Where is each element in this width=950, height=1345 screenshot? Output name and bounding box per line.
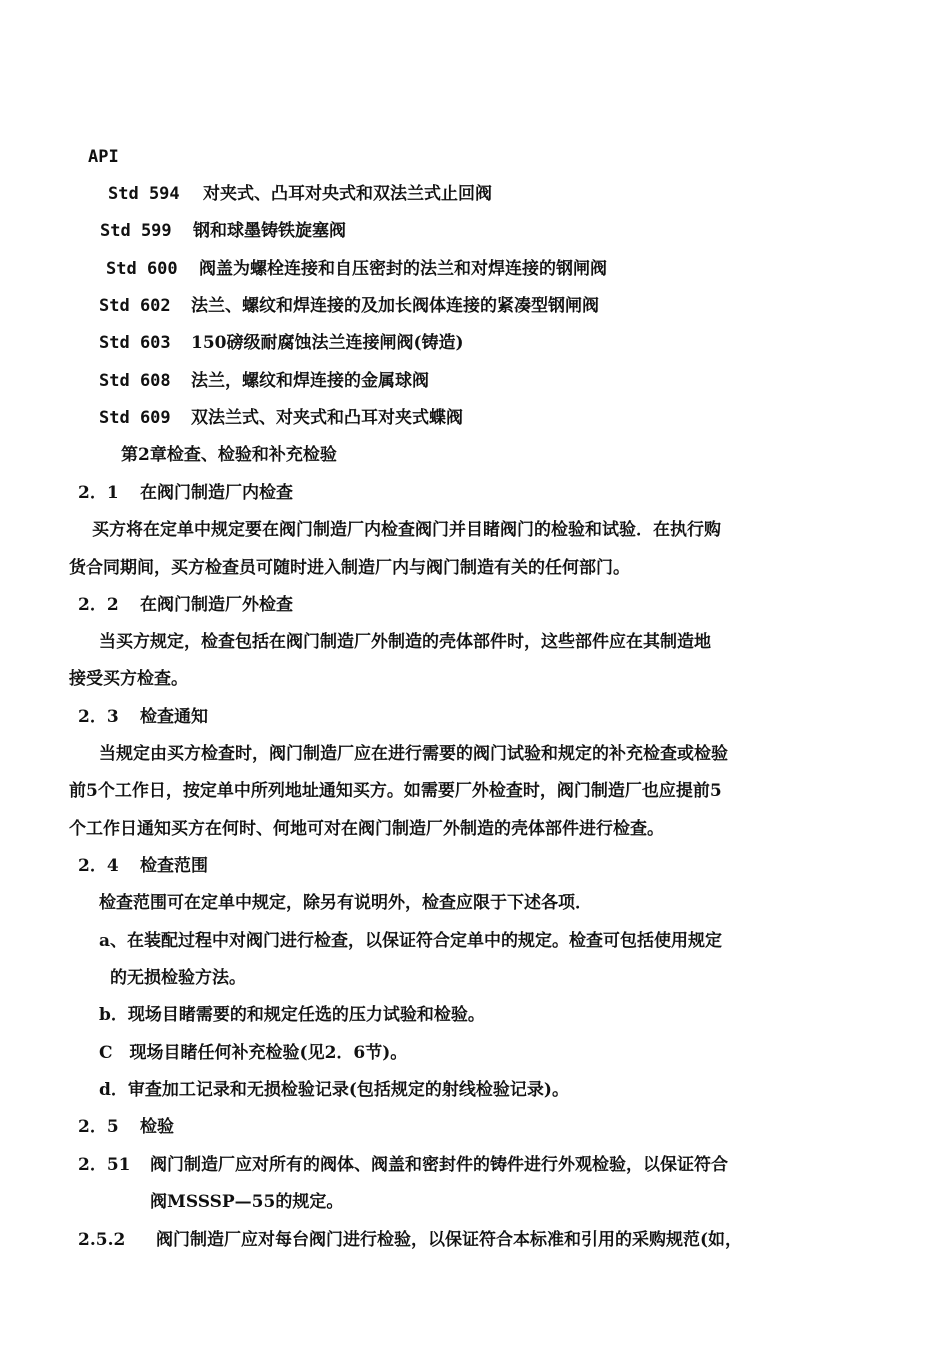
paragraph-line: 当规定由买方检查时，阀门制造厂应在进行需要的阀门试验和规定的补充检查或检验 [99, 744, 728, 764]
section-title: 在阀门制造厂内检查 [140, 483, 293, 503]
standard-code: Std 609 [99, 408, 171, 428]
subsection-line [78, 1154, 728, 1176]
section-heading [78, 1116, 174, 1138]
list-item-a: a、在装配过程中对阀门进行检查，以保证符合定单中的规定。检查可包括使用规定 [99, 931, 723, 951]
section-title: 检查范围 [140, 856, 208, 876]
standard-title: 对夹式、凸耳对央式和双法兰式止回阀 [203, 184, 492, 204]
list-item-a-continued: 的无损检验方法。 [110, 968, 246, 988]
api-header: API [88, 147, 119, 167]
standard-code: Std 599 [100, 221, 172, 241]
standard-title: 法兰、螺纹和焊连接的及加长阀体连接的紧凑型钢闸阀 [191, 296, 599, 316]
paragraph-line: 检查范围可在定单中规定，除另有说明外，检查应限于下述各项． [99, 893, 592, 913]
section-title: 在阀门制造厂外检查 [140, 595, 293, 615]
section-number: 2．5 [78, 1117, 119, 1137]
section-heading [78, 706, 208, 728]
standard-item [99, 295, 599, 317]
paragraph-line: 货合同期间，买方检查员可随时进入制造厂内与阀门制造有关的任何部门。 [69, 558, 630, 578]
section-title: 检验 [140, 1117, 174, 1137]
paragraph-line: 当买方规定，检查包括在阀门制造厂外制造的壳体部件时，这些部件应在其制造地 [99, 632, 711, 652]
section-number: 2．1 [78, 483, 119, 503]
list-item-d: d．审查加工记录和无损检验记录(包括规定的射线检验记录)。 [99, 1080, 569, 1100]
section-heading [78, 594, 293, 616]
standard-item [100, 220, 346, 242]
list-item-b: b．现场目睹需要的和规定任选的压力试验和检验。 [99, 1005, 485, 1025]
section-number: 2．4 [78, 856, 119, 876]
section-number: 2.5.2 [78, 1230, 126, 1250]
section-heading [78, 482, 293, 504]
subsection-line [78, 1229, 742, 1251]
standard-item [99, 407, 463, 429]
paragraph-text: 阀门制造厂应对所有的阀体、阀盖和密封件的铸件进行外观检验，以保证符合 [150, 1155, 728, 1175]
standard-code: Std 600 [106, 259, 178, 279]
standard-code: Std 603 [99, 333, 171, 353]
chapter-title: 第2章检查、检验和补充检验 [121, 445, 337, 465]
standard-title: 钢和球墨铸铁旋塞阀 [193, 221, 346, 241]
paragraph-text: 阀门制造厂应对每台阀门进行检验，以保证符合本标准和引用的采购规范(如， [156, 1230, 743, 1250]
list-item-c: C 现场目睹任何补充检验(见2．6节)。 [99, 1043, 408, 1063]
standard-title: 双法兰式、对夹式和凸耳对夹式蝶阀 [191, 408, 463, 428]
paragraph-line: 前5个工作日，按定单中所列地址通知买方。如需要厂外检查时，阀门制造厂也应提前5 [69, 781, 722, 801]
paragraph-line: 个工作日通知买方在何时、何地可对在阀门制造厂外制造的壳体部件进行检查。 [69, 819, 664, 839]
standard-title: 阀盖为螺栓连接和自压密封的法兰和对焊连接的钢闸阀 [199, 259, 607, 279]
section-number: 2．2 [78, 595, 119, 615]
standard-title: 法兰，螺纹和焊连接的金属球阀 [191, 371, 429, 391]
standard-code: Std 594 [108, 184, 180, 204]
section-heading [78, 855, 208, 877]
standard-item [108, 183, 492, 205]
standard-code: Std 608 [99, 371, 171, 391]
section-number: 2．51 [78, 1155, 131, 1175]
paragraph-line: 接受买方检查。 [69, 669, 188, 689]
section-number: 2．3 [78, 707, 119, 727]
standard-code: Std 602 [99, 296, 171, 316]
standard-item [99, 332, 464, 354]
paragraph-line: 阀MSSSP—55的规定。 [150, 1192, 344, 1212]
standard-item [106, 258, 607, 280]
standard-title: 150磅级耐腐蚀法兰连接闸阀(铸造) [191, 333, 464, 353]
standard-item [99, 370, 429, 392]
paragraph-line: 买方将在定单中规定要在阀门制造厂内检查阀门并目睹阀门的检验和试验．在执行购 [92, 520, 721, 540]
section-title: 检查通知 [140, 707, 208, 727]
